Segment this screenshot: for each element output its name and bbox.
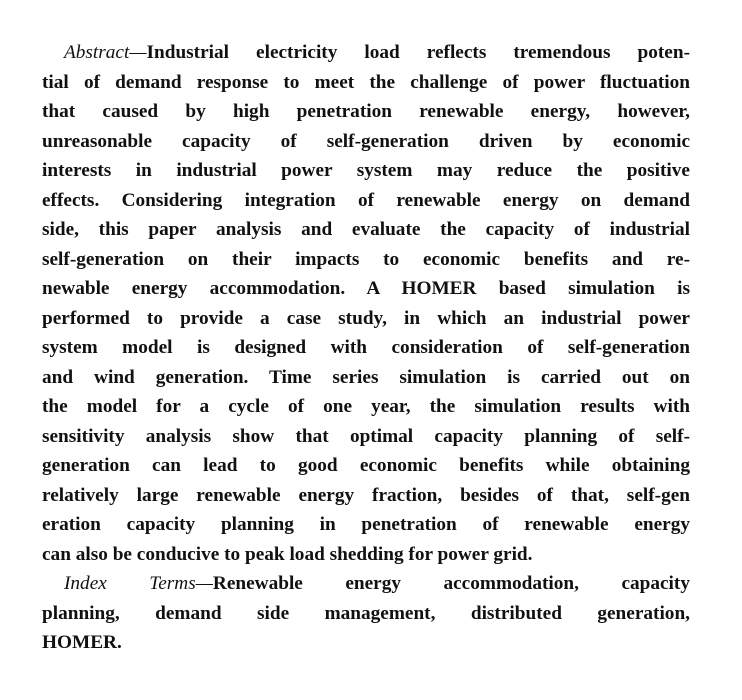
abstract-line: self-generation on their impacts to economic benefits and re-: [42, 248, 690, 270]
index-terms-text: Renewable energy accommodation, capacity: [212, 573, 690, 594]
index-terms-label: Index Terms: [64, 573, 196, 594]
index-terms-line: [42, 569, 690, 599]
index-terms-dash: —: [195, 573, 213, 594]
abstract-block: [42, 38, 690, 658]
abstract-line: can also be conducive to peak load shedding for power grid.: [42, 543, 533, 565]
abstract-text: Industrial electricity load reflects tremendous poten-: [146, 42, 690, 63]
abstract-line: relatively large renewable energy fraction, besides of that, self-gen: [42, 484, 690, 506]
abstract-line: performed to provide a case study, in which an industrial power: [42, 307, 690, 329]
abstract-line: effects. Considering integration of renewable energy on demand: [42, 189, 690, 211]
abstract-line: side, this paper analysis and evaluate the capacity of industrial: [42, 219, 690, 240]
abstract-line: and wind generation. Time series simulation is carried out on: [42, 366, 690, 388]
abstract-dash: —: [129, 42, 147, 63]
abstract-line: unreasonable capacity of self-generation driven by economic: [42, 130, 690, 152]
index-terms-line: HOMER.: [42, 632, 122, 653]
index-terms-line: planning, demand side management, distributed generation,: [42, 602, 690, 624]
abstract-line: generation can lead to good economic benefits while obtaining: [42, 455, 690, 476]
abstract-line: eration capacity planning in penetration of renewable energy: [42, 514, 690, 535]
abstract-line: [42, 38, 690, 68]
abstract-label: Abstract: [64, 42, 130, 63]
abstract-line: newable energy accommodation. A HOMER based simulation is: [42, 278, 690, 299]
abstract-line: that caused by high penetration renewable energy, however,: [42, 101, 690, 122]
abstract-line: the model for a cycle of one year, the simulation results with: [42, 396, 690, 417]
abstract-line: sensitivity analysis show that optimal capacity planning of self-: [42, 425, 690, 447]
abstract-line: interests in industrial power system may reduce the positive: [42, 160, 690, 181]
abstract-line: tial of demand response to meet the challenge of power fluctuation: [42, 71, 690, 93]
abstract-line: system model is designed with consideration of self-generation: [42, 337, 690, 358]
